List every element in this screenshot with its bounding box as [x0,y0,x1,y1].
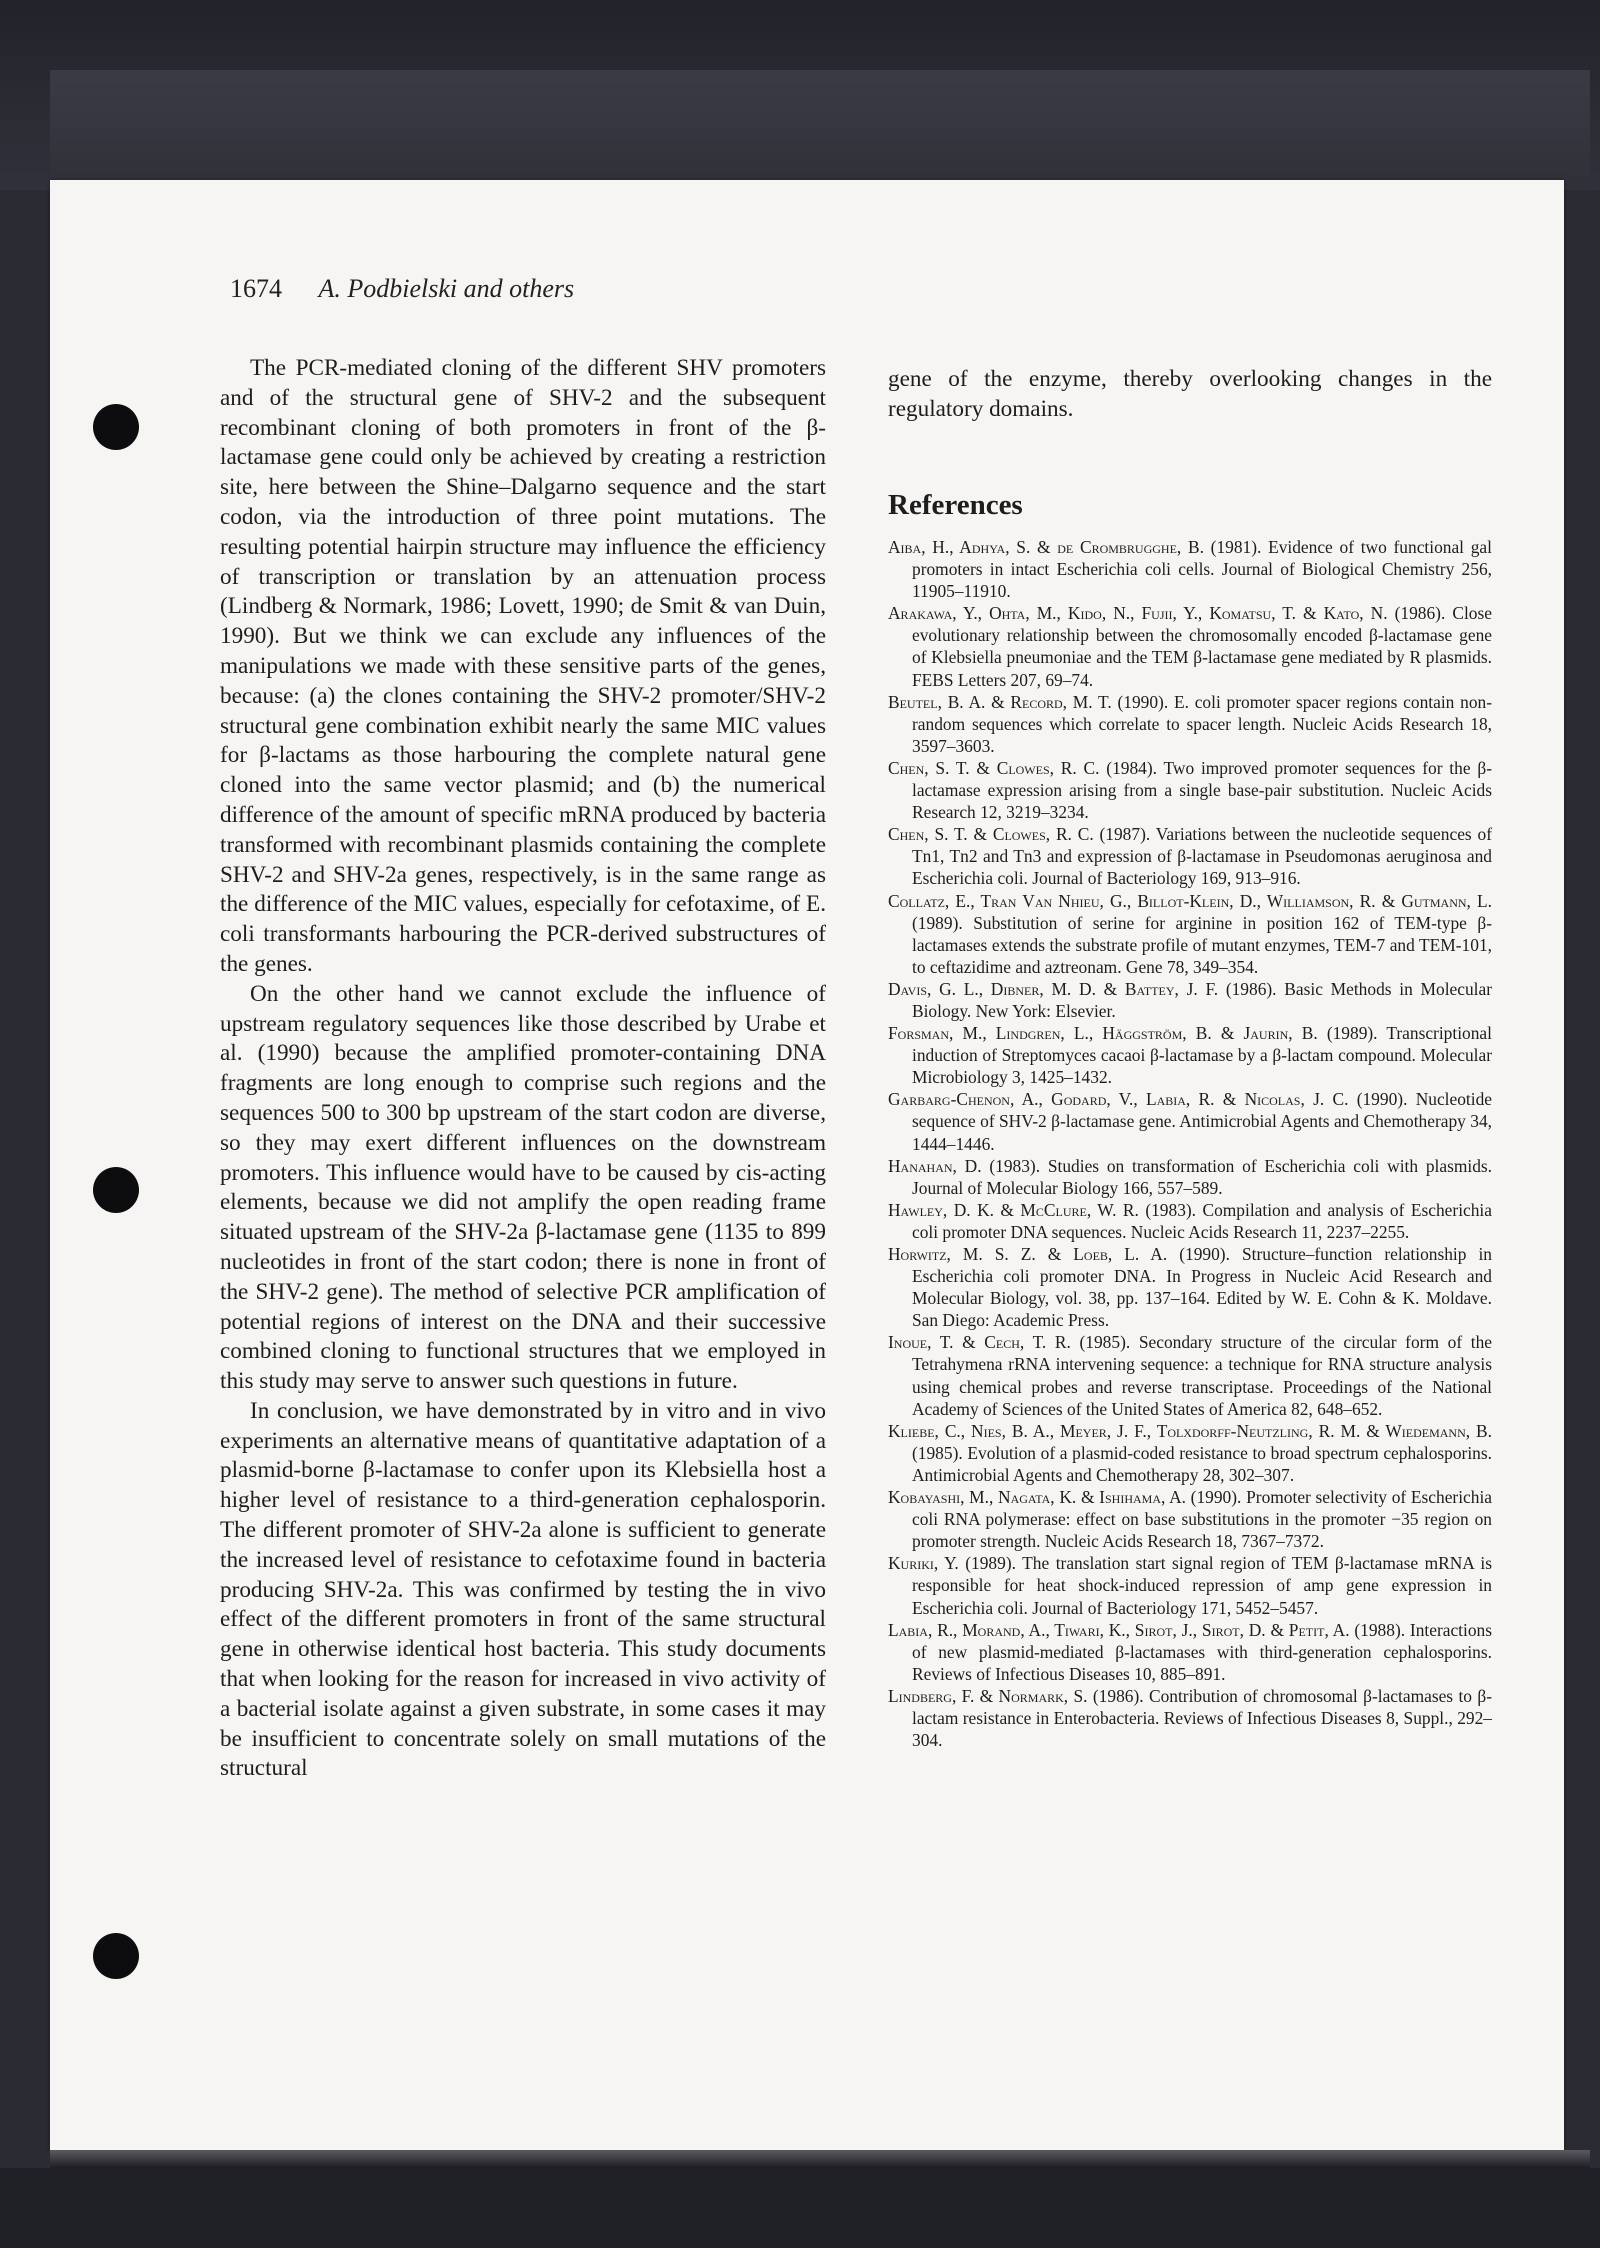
reference-item [888,536,1492,602]
reference-item [888,890,1492,978]
reference-details: Studies on transformation of Escherichia coli with plasmids. Journal of Molecular Biology 166, 557–589. [912,1155,1493,1198]
reference-authors: Aiba, H., Adhya, S. & de Crombrugghe, B. (1981). [888,537,1262,557]
reference-item [888,1022,1492,1088]
reference-details: Nucleotide sequence of SHV-2 β-lactamase gene. Antimicrobial Agents and Chemotherapy 34, 1444–1446. [912,1089,1492,1154]
reference-details: Basic Methods in Molecular Biology. New York: Elsevier. [912,978,1493,1021]
reference-authors: Kobayashi, M., Nagata, K. & Ishihama, A. (1990). [888,1487,1242,1508]
reference-authors: Horwitz, M. S. Z. & Loeb, L. A. (1990). [888,1244,1230,1264]
reference-details: Compilation and analysis of Escherichia coli promoter DNA sequences. Nucleic Acids Research 11, 2237–2255. [912,1199,1492,1242]
reference-details: Variations between the nucleotide sequences of Tn1, Tn2 and Tn3 and expression of β-lactamase in Pseudomonas aeruginosa and Escherichia coli. Journal of Bacteriology 169, 913–916. [912,824,1492,889]
reference-authors: Forsman, M., Lindgren, L., Häggström, B. & Jaurin, B. (1989). [888,1023,1378,1044]
running-head-authors: A. Podbielski and others [318,274,575,303]
reference-authors: Kliebe, C., Nies, B. A., Meyer, J. F., Tolxdorff-Neutzling, R. M. & Wiedemann, B. (1985). [888,1420,1492,1463]
reference-item [888,1199,1492,1243]
reference-item [888,1155,1492,1199]
page-number: 1674 [230,274,282,303]
reference-details: Interactions of new plasmid-mediated β-lactamases with third-generation cephalosporins. Reviews of Infectious Diseases 10, 885–891. [912,1619,1492,1684]
reference-item [888,1619,1492,1685]
reference-authors: Chen, S. T. & Clowes, R. C. (1987). [888,824,1151,845]
right-column [888,365,1493,1751]
body-paragraph: The PCR-mediated cloning of the different SHV promoters and of the structural gene of SHV-2 and the subsequent recombinant cloning of both promoters in front of the β-lactamase gene could only be achieved by creating a restriction site, here between the Shine–Dalgarno sequence and the start codon, via the introduction of three point mutations. The resulting potential hairpin structure may influence the efficiency of transcription or translation by an attenuation process (Lindberg & Normark, 1986; Lovett, 1990; de Smit & van Duin, 1990). But we think we can exclude any influences of the manipulations we made with these sensitive parts of the genes, because: (a) the clones containing the SHV-2 promoter/SHV-2 structural gene combination exhibit nearly the same MIC values for β-lactams as those harbouring the complete natural gene cloned into the same vector plasmid; and (b) the numerical difference of the amount of specific mRNA produced by bacteria transformed with recombinant plasmids containing the complete SHV-2 and SHV-2a genes, respectively, is in the same range as the difference of the MIC values, especially for cefotaxime, of E. coli transformants harbouring the PCR-derived substructures of the genes. [220,355,826,977]
body-paragraph: In conclusion, we have demonstrated by in vitro and in vivo experiments an alternative means of quantitative adaptation of a plasmid-borne β-lactamase to confer upon its Klebsiella host a higher level of resistance to a third-generation cephalosporin. The different promoter of SHV-2a alone is sufficient to generate the increased level of resistance to cefotaxime found in bacteria producing SHV-2a. This was confirmed by testing the in vivo effect of the different promoters in front of the same structural gene in otherwise identical host bacteria. This study documents that when looking for the reason for increased in vivo activity of a bacterial isolate against a given substrate, in some cases it may be insufficient to concentrate solely on small mutations of the structural [220,1397,826,1782]
reference-item [888,1088,1492,1154]
reference-item [888,757,1492,823]
reference-authors: Garbarg-Chenon, A., Godard, V., Labia, R. & Nicolas, J. C. (1990). [888,1089,1408,1110]
punch-hole-top [93,404,139,450]
reference-details: Evidence of two functional gal promoters in intact Escherichia coli cells. Journal of Biological Chemistry 256, 11905–11910. [912,537,1492,602]
punch-hole-bottom [93,1933,139,1979]
reference-item [888,1420,1492,1486]
reference-details: Promoter selectivity of Escherichia coli RNA polymerase: effect on base substitutions in the promoter −35 region on promoter strength. Nucleic Acids Research 18, 7367–7372. [912,1487,1493,1552]
reference-item [888,823,1492,889]
reference-item [888,1552,1492,1618]
reference-details: The translation start signal region of TEM β-lactamase mRNA is responsible for heat shock-induced repression of amp gene expression in Escherichia coli. Journal of Bacteriology 171, 5452–5457. [912,1553,1492,1618]
running-head [230,274,574,304]
reference-details: Transcriptional induction of Streptomyces cacaoi β-lactamase by a β-lactam compound. Molecular Microbiology 3, 1425–1432. [912,1023,1492,1088]
punch-hole-middle [93,1167,139,1213]
binder-edge [50,70,1590,190]
reference-authors: Kuriki, Y. (1989). [888,1553,1016,1574]
page-bottom-shadow [50,2150,1590,2168]
reference-authors: Hawley, D. K. & McClure, W. R. (1983). [888,1199,1197,1220]
reference-item [888,602,1492,690]
reference-authors: Hanahan, D. (1983). [888,1155,1041,1176]
reference-item [888,978,1492,1022]
scan-background-bottom [0,2168,1600,2248]
reference-authors: Davis, G. L., Dibner, M. D. & Battey, J. F. (1986). [888,978,1277,999]
body-paragraph: On the other hand we cannot exclude the influence of upstream regulatory sequences like those described by Urabe et al. (1990) because the amplified promoter-containing DNA fragments are long enough to comprise such regions and the sequences 500 to 300 bp upstream of the start codon are diverse, so they may exert different influences on the downstream promoters. This influence would have to be caused by cis-acting elements, because we did not amplify the open reading frame situated upstream of the SHV-2a β-lactamase gene (1135 to 899 nucleotides in front of the start codon; there is none in front of the SHV-2 gene). The method of selective PCR amplification of potential regions of interest on the DNA and their successive combined cloning to functional structures that we employed in this study may serve to answer such questions in future. [220,980,826,1395]
reference-details: Close evolutionary relationship between the chromosomally encoded β-lactamase gene of Klebsiella pneumoniae and the TEM β-lactamase gene mediated by R plasmids. FEBS Letters 207, 69–74. [912,603,1492,690]
reference-details: Contribution of chromosomal β-lactamases to β-lactam resistance in Enterobacteria. Reviews of Infectious Diseases 8, Suppl., 292–304. [912,1685,1492,1751]
reference-details: Secondary structure of the circular form of the Tetrahymena rRNA intervening sequence: a technique for RNA structure analysis using chemical probes and reverse transcriptase. Proceedings of the National Academy of Sciences of the United States of America 82, 648–652. [912,1332,1493,1419]
reference-details: Evolution of a plasmid-coded resistance to broad spectrum cephalosporins. Antimicrobial Agents and Chemotherapy 28, 302–307. [912,1442,1492,1485]
reference-authors: Collatz, E., Tran Van Nhieu, G., Billot-Klein, D., Williamson, R. & Gutmann, L. (1989). [888,890,1492,933]
reference-list [888,536,1492,1751]
reference-details: Substitution of serine for arginine in position 162 of TEM-type β-lactamases extends the substrate profile of mutant enzymes, TEM-7 and TEM-101, to ceftazidime and aztreonam. Gene 78, 349–354. [912,912,1492,977]
reference-item [888,1486,1492,1552]
reference-details: E. coli promoter spacer regions contain non-random sequences which correlate to spacer length. Nucleic Acids Research 18, 3597–3603. [912,691,1492,756]
reference-authors: Beutel, B. A. & Record, M. T. (1990). [888,691,1169,712]
reference-item [888,1331,1492,1419]
reference-authors: Labia, R., Morand, A., Tiwari, K., Sirot, J., Sirot, D. & Petit, A. (1988). [888,1619,1406,1640]
reference-details: Two improved promoter sequences for the β-lactamase expression arising from a single base-pair substitution. Nucleic Acids Research 12, 3219–3234. [912,757,1492,823]
reference-item [888,1685,1492,1751]
reference-authors: Arakawa, Y., Ohta, M., Kido, N., Fujii, Y., Komatsu, T. & Kato, N. (1986). [888,603,1446,624]
reference-authors: Inoue, T. & Cech, T. R. (1985). [888,1332,1131,1353]
reference-details: Structure–function relationship in Escherichia coli promoter DNA. In Progress in Nucleic Acid Research and Molecular Biology, vol. 38, pp. 137–164. Edited by W. E. Cohn & K. Moldave. San Diego: Academic Press. [912,1244,1493,1331]
left-column [220,354,826,1784]
reference-item [888,1243,1492,1331]
reference-authors: Lindberg, F. & Normark, S. (1986). [888,1685,1144,1706]
continued-paragraph: gene of the enzyme, thereby overlooking changes in the regulatory domains. [888,366,1492,422]
reference-authors: Chen, S. T. & Clowes, R. C. (1984). [888,757,1157,778]
reference-item [888,691,1492,757]
references-heading: References [888,489,1023,521]
